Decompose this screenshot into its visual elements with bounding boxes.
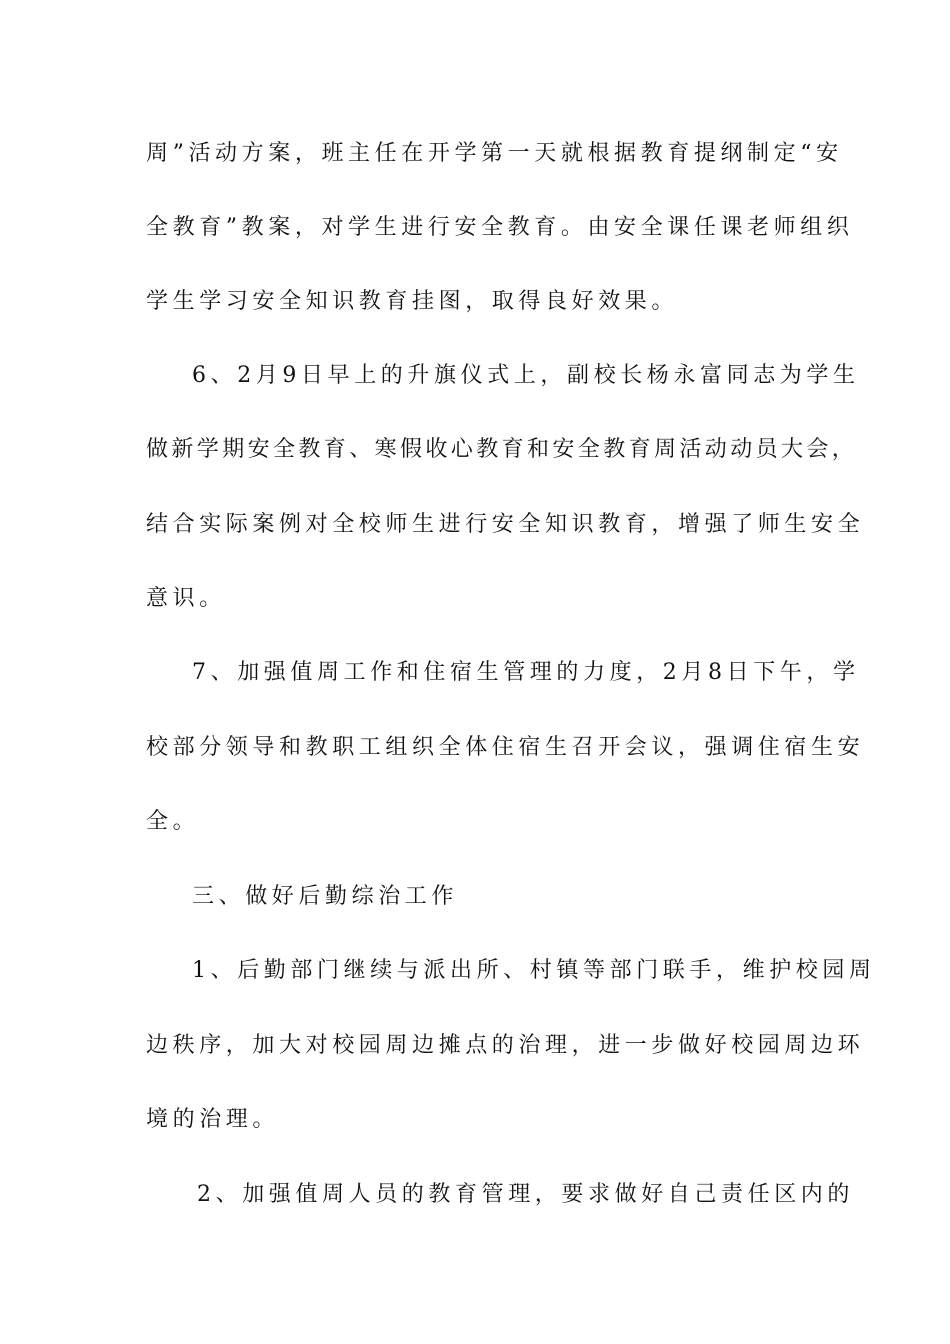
text-line: 校部分领导和教职工组织全体住宿生召开会议，强调住宿生安 xyxy=(146,735,865,760)
paragraph-7-start: 7、加强值周工作和住宿生管理的力度，2月8日下午，学 xyxy=(192,660,860,685)
text-line: 意识。 xyxy=(146,586,226,611)
paragraph-6-start: 6、2月9日早上的升旗仪式上，副校长杨永富同志为学生 xyxy=(192,363,860,388)
text-line: 全。 xyxy=(146,809,200,834)
text-line: 边秩序，加大对校园周边摊点的治理，进一步做好校园周边环 xyxy=(146,1033,865,1058)
text-line: 境的治理。 xyxy=(146,1107,280,1132)
text-line: 全教育”教案，对学生进行安全教育。由安全课任课老师组织 xyxy=(146,215,854,240)
paragraph-2-start: 2、加强值周人员的教育管理，要求做好自己责任区内的 xyxy=(197,1182,854,1207)
paragraph-1-start: 1、后勤部门继续与派出所、村镇等部门联手，维护校园周 xyxy=(192,958,876,983)
text-line: 学生学习安全知识教育挂图，取得良好效果。 xyxy=(146,289,679,314)
text-line: 周”活动方案，班主任在开学第一天就根据教育提纲制定“安 xyxy=(146,141,843,166)
text-line: 结合实际案例对全校师生进行安全知识教育，增强了师生安全 xyxy=(146,512,865,537)
section-heading: 三、做好后勤综治工作 xyxy=(192,884,459,909)
text-line: 做新学期安全教育、寒假收心教育和安全教育周活动动员大会， xyxy=(146,437,858,462)
